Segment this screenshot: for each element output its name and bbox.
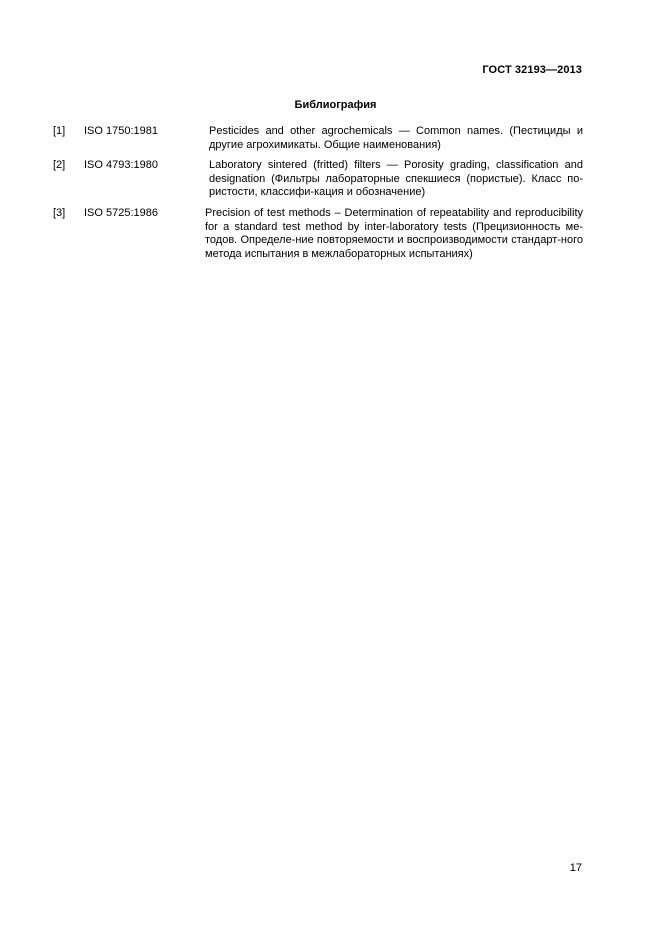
bibliography-list <box>53 125 583 268</box>
standard-code: ISO 1750:1981 <box>84 125 159 137</box>
standard-code: ISO 4793:1980 <box>84 159 159 172</box>
page-number: 17 <box>569 862 582 874</box>
bibliography-entry <box>53 207 583 261</box>
standard-code: ISO 5725:1986 <box>84 206 159 219</box>
entry-description: Laboratory sintered (fritted) filters — Porosity grading, classification and designation (Фильтры лабораторные спекшиеся (пористые). Класс по-ристости, классифи-кация и обозначение) <box>209 159 583 199</box>
entry-description: Pesticides and other agrochemicals — Common names. (Пестициды и другие агрохимикаты. Общие наименования) <box>209 125 583 151</box>
section-title: Библиография <box>294 99 377 111</box>
entry-number: [3] <box>53 206 66 219</box>
bibliography-entry <box>53 159 583 200</box>
bibliography-entry <box>53 125 583 152</box>
document-code: ГОСТ 32193—2013 <box>482 64 582 76</box>
entry-number: [2] <box>53 159 66 172</box>
entry-number: [1] <box>53 125 66 137</box>
entry-description: Precision of test methods – Determination of repeatability and reproducibility for a standard test method by inter-laboratory tests (Прецизионность ме-тодов. Определе-ние повторяемости и воспроизводимости стандарт-ного метода испытания в межлабораторных испытаниях) <box>205 206 583 260</box>
